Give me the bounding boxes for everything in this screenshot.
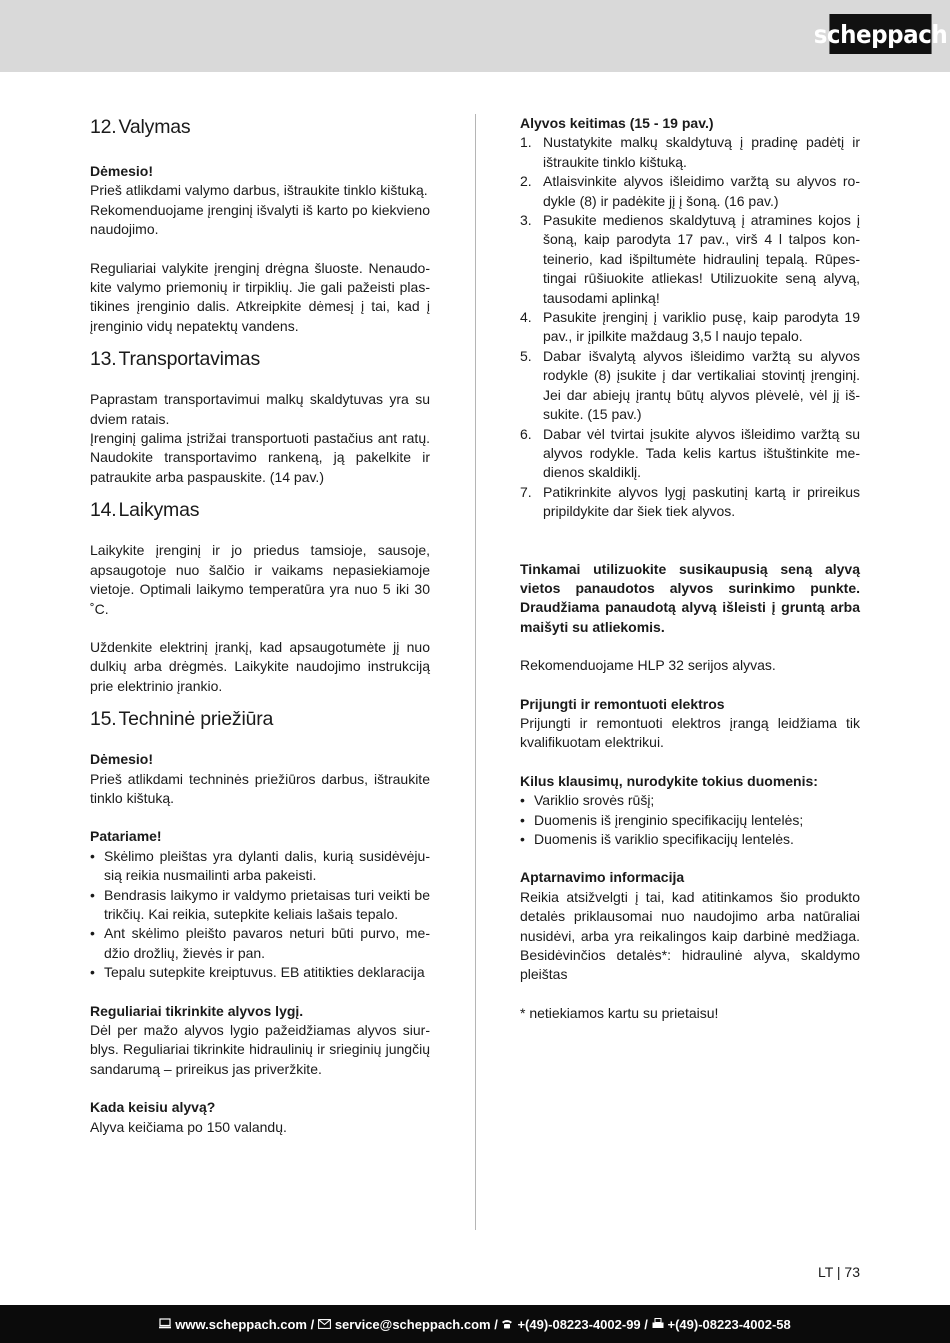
section-title: Transportavimas <box>118 348 261 371</box>
page-separator: | <box>836 1264 841 1280</box>
oil-change-when-heading: Kada keisiu alyvą? <box>90 1099 216 1116</box>
oil-change-heading: Alyvos keitimas (15 - 19 pav.) <box>520 115 714 131</box>
step-number: 5. <box>520 347 532 364</box>
bullet-marker: • <box>90 886 95 903</box>
header-bar <box>0 0 950 72</box>
list-item-text: Bendrasis laikymo ir valdymo prietaisas turi veikti be trikčių. Kai reikia, sutepkite keliais lašais tepalo. <box>104 886 430 922</box>
page-number-value: 73 <box>844 1264 860 1280</box>
list-item <box>90 924 430 963</box>
step-text: Dabar išvalytą alyvos išleidimo varžtą su alyvos rodykle (8) įsukite į dar vertikaliai stovintį įrenginį. Jei dar abiejų įrantų būtų alyvos plėvelė, vėl jį išsukite. (15 pav.) <box>543 347 860 423</box>
section-heading-storage <box>90 497 430 523</box>
bullet-marker: • <box>90 925 95 942</box>
left-column <box>90 114 430 1137</box>
list-item <box>520 791 860 810</box>
disposal-warning: Tinkamai utilizuokite susikaupusią seną alyvą vietos panaudotos alyvos surinkimo punkte. Draudžiama panaudotą alyvą išleisti į gruntą arba maišyti su atliekomis. <box>520 560 860 635</box>
section-title: Techninė priežiūra <box>118 708 274 731</box>
section-title: Valymas <box>118 116 191 138</box>
paragraph: Prijungti ir remontuoti elektros įrangą leidžiama tik kvalifikuotam elektrikui. <box>520 714 860 751</box>
computer-icon <box>159 1317 171 1332</box>
paragraph: Dėl per mažo alyvos lygio pažeidžiamas alyvos siurblys. Reguliariai tikrinkite hidraulinių ir srieginių jungčių sandarumą – prireikus jas priveržkite. <box>90 1022 430 1077</box>
step-item <box>520 347 860 425</box>
step-item <box>520 211 860 308</box>
list-item-text: Variklio srovės rūšį; <box>534 792 655 809</box>
paragraph: Laikykite įrenginį ir jo priedus tamsioje, sausoje, apsaugotoje nuo šalčio ir vaikams nepasiekiamoje vietoje. Optimali laikymo temperatūra yra nuo 5 iki 30 ˚C. <box>90 542 430 617</box>
service-heading: Aptarnavimo informacija <box>520 869 685 886</box>
footnote: * netiekiamos kartu su prietaisu! <box>520 1004 719 1021</box>
bullet-marker: • <box>520 831 525 847</box>
list-item-text: Duomenis iš įrenginio specifikacijų lentelės; <box>534 811 804 828</box>
step-text: Dabar vėl tvirtai įsukite alyvos išleidimo varžtą su alyvos rodykle. Tada kelis kartus ištuštinkite medienos skaldiklį. <box>543 425 860 481</box>
list-item-text: Tepalu sutepkite kreiptuvus. EB atitikties deklaracija <box>104 964 425 981</box>
step-item <box>520 425 860 483</box>
fax-icon <box>652 1317 664 1332</box>
electrics-heading: Prijungti ir remontuoti elektros <box>520 695 725 712</box>
step-number: 2. <box>520 173 532 190</box>
list-item <box>90 886 430 925</box>
attention-label: Dėmesio! <box>90 163 154 179</box>
section-title: Laikymas <box>118 499 200 522</box>
page-number <box>818 1264 860 1280</box>
step-item <box>520 133 860 172</box>
paragraph: Reikia atsižvelgti į tai, kad atitinkamos šio produkto detalės priklausomai nuo naudojimo arba natūraliai nusidėvi, arba yra reikalingos kaip darbinė medžiaga. Besidėvinčios detalės*: hidraulinė alyva, skaldymo pleištas <box>520 888 860 983</box>
envelope-icon <box>318 1317 331 1332</box>
bullet-marker: • <box>520 792 525 809</box>
bullet-marker: • <box>90 847 95 864</box>
section-number: 13. <box>90 348 117 371</box>
phone-number: +(49)-08223-4002-99 / <box>517 1316 648 1332</box>
column-divider <box>475 114 476 1230</box>
oil-change-steps <box>520 133 860 521</box>
advice-heading: Patariame! <box>90 828 162 845</box>
step-text: Pasukite įrenginį į variklio pusę, kaip parodyta 19 pav., ir įpilkite maždaug 3,5 l naujo tepalo. <box>543 309 860 345</box>
fax-number: +(49)-08223-4002-58 <box>667 1316 791 1332</box>
paragraph: Reguliariai valykite įrenginį drėgna šluoste. Nenaudokite valymo priemonių ir tirpiklių. Jie gali pažeisti plastikines įrenginio dalis. Atkreipkite dėmesį į tai, kad į įrenginio vidų nepatektų vandens. <box>90 259 430 334</box>
attention-label: Dėmesio! <box>90 751 154 768</box>
step-number: 4. <box>520 309 532 326</box>
right-column <box>520 114 860 1023</box>
step-number: 3. <box>520 212 532 229</box>
contact-footer <box>0 1305 950 1343</box>
step-text: Atlaisvinkite alyvos išleidimo varžtą su alyvos rodykle (8) ir padėkite jį į šoną. (16 pav.) <box>543 173 860 209</box>
step-number: 7. <box>520 483 532 500</box>
section-heading-transport <box>90 346 430 372</box>
step-item <box>520 483 860 522</box>
section-number: 15. <box>90 708 117 731</box>
paragraph: Prieš atlikdami valymo darbus, ištraukite tinklo kištuką. <box>90 182 428 199</box>
maintenance-tips-list <box>90 847 430 983</box>
list-item-text: Duomenis iš variklio specifikacijų lentelės. <box>534 831 794 847</box>
oil-check-heading: Reguliariai tikrinkite alyvos lygį. <box>90 1002 304 1019</box>
step-item <box>520 172 860 211</box>
section-heading-maintenance <box>90 706 430 732</box>
step-text: Patikrinkite alyvos lygį paskutinį kartą ir prireikus pripildykite dar šiek tiek alyvos. <box>543 483 860 520</box>
questions-list <box>520 791 860 849</box>
email-link[interactable]: service@scheppach.com / <box>334 1316 498 1332</box>
oil-recommendation: Rekomenduojame HLP 32 serijos alyvas. <box>520 657 776 674</box>
step-item <box>520 308 860 347</box>
list-item <box>90 963 430 982</box>
list-item <box>90 847 430 886</box>
list-item <box>520 811 860 830</box>
bullet-marker: • <box>90 964 95 981</box>
list-item-text: Ant skėlimo pleišto pavaros neturi būti purvo, medžio drožlių, žievės ir pan. <box>104 925 430 961</box>
step-number: 6. <box>520 425 532 442</box>
paragraph: Paprastam transportavimui malkų skaldytuvas yra su dviem ratais. <box>90 391 430 427</box>
paragraph: Alyva keičiama po 150 valandų. <box>90 1118 287 1135</box>
list-item-text: Skėlimo pleištas yra dylanti dalis, kurią susidėvėjusią reikia nusmailinti arba pakeisti. <box>104 847 430 884</box>
paragraph: Uždenkite elektrinį įrankį, kad apsaugotumėte jį nuo dulkių arba drėgmės. Laikykite naudojimo instrukciją prie elektrinio įrankio. <box>90 638 430 694</box>
section-heading-cleaning <box>90 114 430 140</box>
section-number: 14. <box>90 499 117 522</box>
step-number: 1. <box>520 134 532 151</box>
step-text: Pasukite medienos skaldytuvą į atramines kojos į šoną, kaip parodyta 17 pav., virš 4 l talpos konteinerio, kad išpiltumėte hidraulinį tepalą. Rūpestingai rūšiuokite atliekas! Utilizuokite seną alyvą, tausodami aplinką! <box>543 212 860 306</box>
language-code: LT <box>817 1264 833 1280</box>
website-link[interactable]: www.scheppach.com / <box>175 1316 315 1332</box>
paragraph: Įrenginį galima įstrižai transportuoti pastačius ant ratų. Naudokite transportavimo rankeną, ją pakelkite ir patraukite arba paspauskite. (14 pav.) <box>90 430 430 485</box>
paragraph: Prieš atlikdami techninės priežiūros darbus, ištraukite tinklo kištuką. <box>90 770 430 806</box>
questions-heading: Kilus klausimų, nurodykite tokius duomenis: <box>520 772 818 789</box>
phone-icon <box>501 1317 513 1332</box>
section-number: 12. <box>90 116 117 138</box>
brand-logo: scheppach <box>829 14 931 54</box>
bullet-marker: • <box>520 811 525 828</box>
step-text: Nustatykite malkų skaldytuvą į pradinę padėtį ir ištraukite tinklo kištuką. <box>543 134 860 170</box>
paragraph: Rekomenduojame įrenginį išvalyti iš karto po kiekvieno naudojimo. <box>90 201 430 238</box>
list-item <box>520 830 860 849</box>
